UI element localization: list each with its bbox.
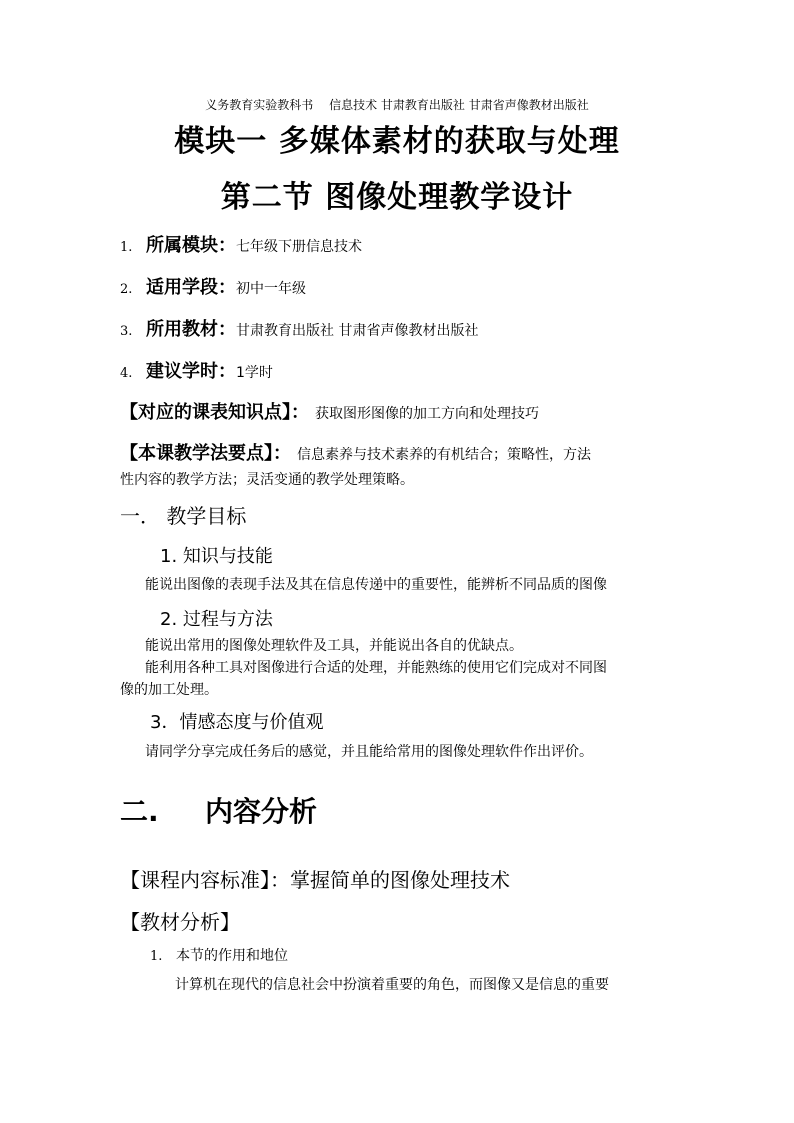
objective-attitude-text: 请同学分享完成任务后的感觉，并且能给常用的图像处理软件作出评价。 bbox=[145, 744, 593, 760]
info-item-label: 所属模块： bbox=[146, 235, 236, 256]
info-item-label: 所用教材： bbox=[146, 319, 236, 340]
info-item-module bbox=[120, 231, 362, 257]
teaching-method-label: 【本课教学法要点】： bbox=[120, 443, 291, 464]
curriculum-standard-label: 【课程内容标准】： bbox=[120, 868, 290, 892]
objective-process-line2: 能利用各种工具对图像进行合适的处理，并能熟练的使用它们完成对不同图 bbox=[145, 660, 607, 676]
info-item-hours bbox=[120, 357, 273, 383]
material-item-role bbox=[150, 945, 288, 965]
section2-number: 二. bbox=[120, 795, 159, 828]
curriculum-knowledge-point bbox=[120, 398, 539, 424]
info-item-number: 4. bbox=[120, 366, 133, 381]
teaching-method-line2: 性内容的教学方法；灵活变通的教学处理策略。 bbox=[120, 472, 414, 488]
objective-knowledge-text: 能说出图像的表现手法及其在信息传递中的重要性，能辨析不同品质的图像 bbox=[145, 577, 607, 593]
teaching-method-point bbox=[120, 439, 591, 465]
textbook-series-line: 义务教育实验教科书 信息技术 甘肃教育出版社 甘肃省声像教材出版社 bbox=[205, 98, 589, 112]
info-item-value: 甘肃教育出版社 甘肃省声像教材出版社 bbox=[236, 323, 479, 339]
material-item-number: 1. bbox=[150, 949, 163, 964]
info-item-number: 2. bbox=[120, 282, 133, 297]
objective-process-heading: 2. 过程与方法 bbox=[160, 609, 273, 630]
material-analysis-heading: 【教材分析】 bbox=[120, 910, 240, 934]
curriculum-standard bbox=[120, 864, 510, 893]
info-item-label: 建议学时： bbox=[146, 361, 236, 382]
curriculum-standard-value: 掌握简单的图像处理技术 bbox=[290, 868, 510, 892]
curriculum-knowledge-value: 获取图形图像的加工方向和处理技巧 bbox=[315, 406, 539, 422]
objective-process-line3: 像的加工处理。 bbox=[120, 682, 218, 698]
module-title: 模块一 多媒体素材的获取与处理 bbox=[174, 124, 620, 159]
objective-process-line1: 能说出常用的图像处理软件及工具，并能说出各自的优缺点。 bbox=[145, 638, 523, 654]
teaching-method-line1: 信息素养与技术素养的有机结合；策略性，方法 bbox=[297, 447, 591, 463]
objective-attitude-heading: 3．情感态度与价值观 bbox=[150, 712, 324, 733]
info-item-value: 初中一年级 bbox=[236, 281, 306, 297]
curriculum-knowledge-label: 【对应的课表知识点】： bbox=[120, 402, 309, 423]
material-item-text: 计算机在现代的信息社会中扮演着重要的角色，而图像又是信息的重要 bbox=[175, 977, 609, 993]
material-item-label: 本节的作用和地位 bbox=[176, 948, 288, 964]
section1-heading: 一． 教学目标 bbox=[120, 504, 247, 528]
section2-heading: 内容分析 bbox=[205, 795, 318, 828]
info-item-value: 七年级下册信息技术 bbox=[236, 239, 362, 255]
section-title: 第二节 图像处理教学设计 bbox=[220, 180, 574, 215]
objective-knowledge-heading: 1. 知识与技能 bbox=[160, 546, 273, 567]
info-item-number: 1. bbox=[120, 240, 133, 255]
info-item-textbook bbox=[120, 315, 478, 341]
info-item-stage bbox=[120, 273, 306, 299]
info-item-number: 3. bbox=[120, 324, 133, 339]
info-item-value: 1学时 bbox=[236, 365, 273, 381]
info-item-label: 适用学段： bbox=[146, 277, 236, 298]
